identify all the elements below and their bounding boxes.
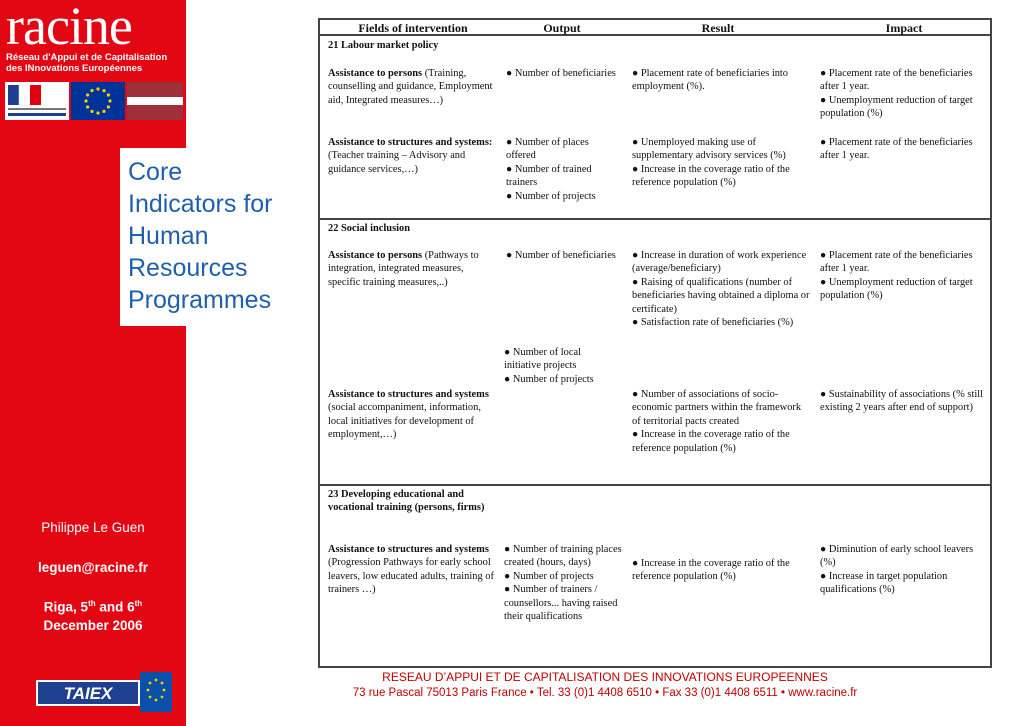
event-sup-1: th — [88, 599, 96, 608]
logo-tagline-line-2: des INnovations Européennes — [6, 63, 143, 74]
s23-r1-impact — [820, 543, 988, 597]
s22-r2-field — [328, 388, 496, 442]
s21-r2-field — [328, 136, 496, 176]
title-line: Resources — [128, 254, 248, 282]
s22-r2-impact: ● Sustainability of associations (% still existing 2 years after end of support) — [820, 389, 983, 414]
s23-r1-impact-1: ● Diminution of early school leavers (%) — [820, 544, 974, 569]
s22-r1-result-1: ● Increase in duration of work experience (average/beneficiary) — [632, 250, 807, 275]
event-place-1: Riga, 5 — [43, 599, 89, 615]
slide-title — [120, 148, 305, 326]
s21-r1-impact — [820, 67, 988, 121]
s23-r1-output-2: ● Number of projects — [504, 570, 594, 582]
s21-r2-result-1: ● Unemployed making use of supplementary advisory services (%) — [632, 137, 786, 162]
s23-r1-output — [504, 543, 622, 623]
s22-r1-output: ● Number of beneficiaries — [506, 250, 616, 261]
s21-r1-output: ● Number of beneficiaries — [506, 68, 616, 79]
s21-r2-output-2: ● Number of trained trainers — [506, 163, 592, 189]
s23-r1-output-1: ● Number of training places created (hours, days) — [504, 544, 622, 569]
author-email[interactable]: leguen@racine.fr — [38, 560, 148, 575]
s21-r1-impact-2: ● Unemployment reduction of target population (%) — [820, 94, 973, 120]
title-line: Programmes — [128, 286, 272, 314]
s21-r2-result — [632, 136, 810, 190]
s22-r1-field — [328, 249, 496, 289]
s22-r2-result-2: ● Increase in the coverage ratio of the reference population (%) — [632, 429, 790, 454]
s21-r1-field-bold: Assistance to persons — [328, 68, 423, 79]
s22-r1-field-text: (Pathways to integration, integrated measures, specific training measures,..) — [328, 250, 479, 288]
title-line: Indicators for — [128, 190, 273, 218]
s23-r1-field-bold: Assistance to structures and systems — [328, 544, 489, 555]
s21-r2-output-3: ● Number of projects — [506, 190, 596, 202]
s23-r1-impact-2: ● Increase in target population qualifications (%) — [820, 570, 948, 596]
flag-strip — [5, 82, 181, 120]
s21-r1-impact-1: ● Placement rate of the beneficiaries after 1 year. — [820, 68, 973, 93]
s22-r1-result — [632, 249, 814, 329]
s22-r1-impact-1: ● Placement rate of the beneficiaries after 1 year. — [820, 250, 973, 275]
footer-address: 73 rue Pascal 75013 Paris France • Tel. 33 (0)1 4408 6510 • Fax 33 (0)1 4408 6511 • www.racine.fr — [352, 687, 858, 699]
logo-tagline — [6, 52, 167, 74]
s23-r1-field — [328, 543, 496, 597]
section-title-23: 23 Developing educational and vocational training (persons, firms) — [328, 489, 485, 514]
s22-r2-field-bold: Assistance to structures and systems — [328, 389, 489, 400]
s21-r2-output — [506, 136, 620, 203]
s21-r1-field-text: (Training, counselling and guidance, Employment aid, Integrated measures…) — [328, 68, 493, 106]
event-date: December 2006 — [43, 618, 143, 633]
s22-r2-output — [504, 346, 620, 386]
s22-r1-result-2: ● Raising of qualifications (number of beneficiaries having obtained a diploma or certificate) — [632, 276, 810, 315]
section-divider — [320, 484, 990, 486]
author-name: Philippe Le Guen — [41, 520, 145, 535]
s23-r1-field-text: (Progression Pathways for early school leavers, low educated adults, training of trainers …) — [328, 557, 494, 596]
header-output: Output — [543, 21, 581, 35]
latvia-flag-icon — [127, 82, 183, 120]
s22-r2-result — [632, 388, 812, 455]
s22-r1-field-bold: Assistance to persons — [328, 250, 423, 261]
s21-r2-output-1: ● Number of places offered — [506, 137, 589, 162]
left-sidebar — [0, 0, 186, 726]
section-divider — [320, 218, 990, 220]
s21-r2-result-2: ● Increase in the coverage ratio of the reference population (%) — [632, 163, 790, 189]
section-title-22: 22 Social inclusion — [328, 223, 410, 234]
section-title-21: 21 Labour market policy — [328, 40, 439, 51]
logo-wordmark: racine — [6, 0, 132, 56]
s21-r2-field-bold: Assistance to structures and systems: — [328, 137, 493, 148]
racine-logo — [0, 0, 186, 78]
taiex-label: TAIEX — [63, 684, 113, 703]
taiex-logo — [36, 672, 172, 712]
eu-flag-icon — [71, 82, 125, 120]
s21-r2-field-text: (Teacher training – Advisory and guidance services,…) — [328, 150, 466, 175]
event-sup-2: th — [134, 599, 143, 608]
event-place-2: and 6 — [95, 599, 135, 615]
s22-r2-result-1: ● Number of associations of socio-economic partners within the framework of territorial pacts created — [632, 389, 802, 427]
s23-r1-result: ● Increase in the coverage ratio of the reference population (%) — [632, 558, 790, 583]
s22-r2-field-text: (social accompaniment, information, local initiatives for development of employment,…) — [328, 402, 481, 441]
title-line: Human — [128, 222, 209, 250]
logo-tagline-line-1: Réseau d'Appui et de Capitalisation — [6, 52, 168, 63]
s22-r2-output-1: ● Number of local initiative projects — [504, 347, 581, 372]
indicators-table — [318, 18, 992, 668]
s21-r1-field — [328, 67, 496, 107]
footer-organisation: RESEAU D’APPUI ET DE CAPITALISATION DES INNOVATIONS EUROPEENNES — [382, 670, 828, 684]
s22-r1-impact — [820, 249, 988, 303]
title-line: Core — [128, 158, 183, 186]
s21-r2-impact: ● Placement rate of the beneficiaries after 1 year. — [820, 137, 973, 162]
s22-r1-result-3: ● Satisfaction rate of beneficiaries (%) — [632, 317, 794, 329]
header-result: Result — [701, 21, 735, 35]
french-republic-logo — [5, 82, 69, 120]
s22-r1-impact-2: ● Unemployment reduction of target population (%) — [820, 276, 973, 302]
header-fields: Fields of intervention — [358, 21, 468, 35]
event-place-date — [0, 599, 186, 615]
header-impact: Impact — [885, 21, 923, 35]
s22-r2-output-2: ● Number of projects — [504, 373, 594, 385]
table-header-row — [320, 20, 990, 36]
s21-r1-result: ● Placement rate of beneficiaries into employment (%). — [632, 68, 789, 93]
s23-r1-output-3: ● Number of trainers / counsellors... having raised their qualifications — [504, 584, 618, 623]
